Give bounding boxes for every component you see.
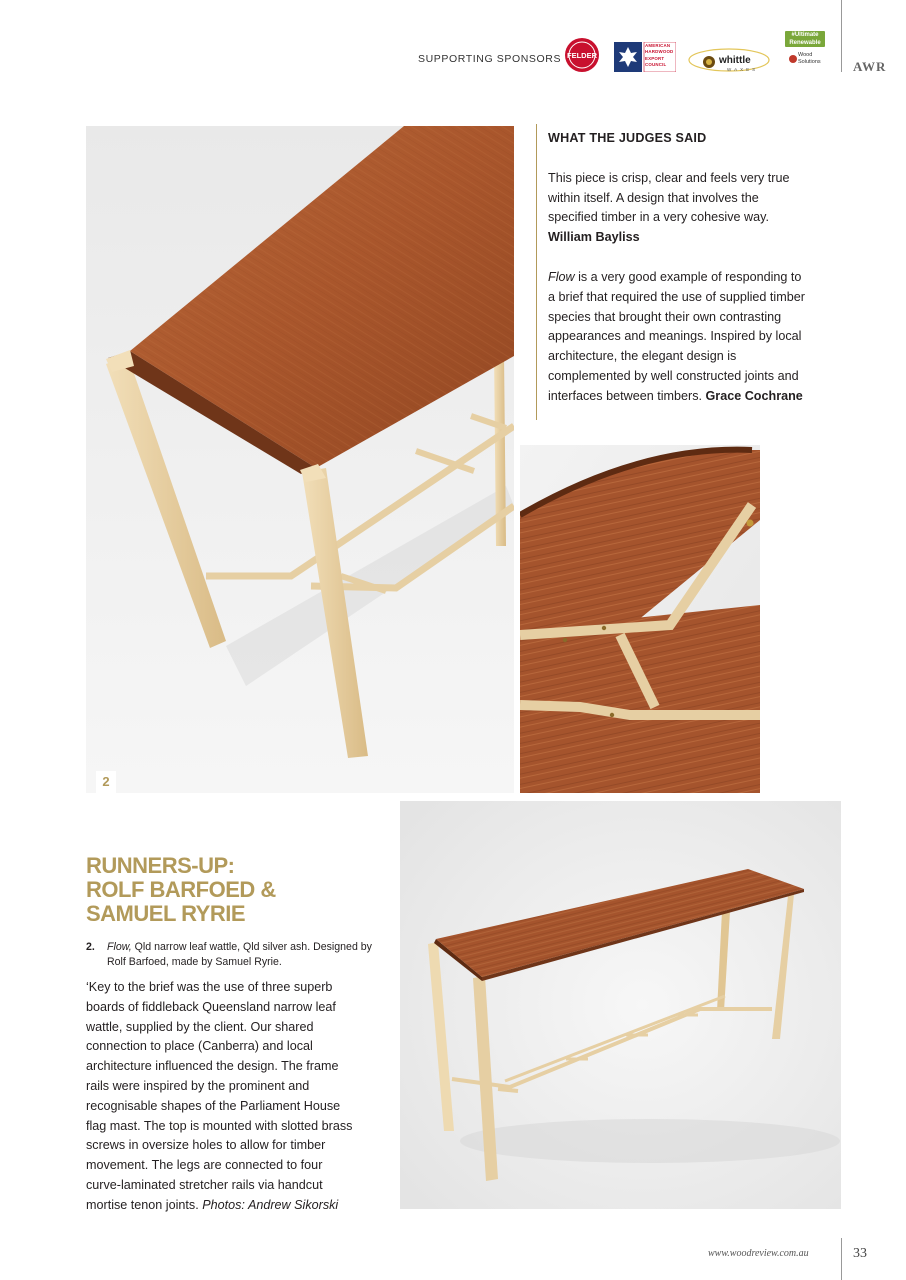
runners-up-title <box>86 854 386 926</box>
felder-logo[interactable] <box>564 37 600 73</box>
quote-2-text: is a very good example of responding to a brief that required the use of supplied timber species that brought their own contrasting appearances and meanings. Inspired by local architecture, the elegant design is complemented by well constructed joints and interfaces between timbers. <box>548 269 805 403</box>
main-table-illustration <box>86 126 514 793</box>
judges-section <box>548 129 808 427</box>
caption-body: Qld narrow leaf wattle, Qld silver ash. Designed by Rolf Barfoed, made by Samuel Ryrie. <box>107 941 372 968</box>
ultimate-renewable-logo[interactable] <box>784 30 826 72</box>
header-divider <box>841 0 842 72</box>
page-number: 33 <box>853 1246 867 1261</box>
ultimate-renewable-text: #Ultimate Renewable <box>789 32 821 46</box>
runners-up-body <box>86 978 358 1216</box>
side-view-illustration <box>400 801 841 1209</box>
ahec-logo-mark <box>614 42 676 72</box>
whittle-waxes-logo[interactable] <box>687 40 771 74</box>
underside-detail-photo <box>520 445 760 793</box>
ahec-logo[interactable] <box>614 42 676 72</box>
photo-caption <box>86 940 376 969</box>
ahec-logo-text: AMERICAN HARDWOOD EXPORT COUNCIL <box>645 43 674 68</box>
supporting-sponsors-label: SUPPORTING SPONSORS <box>418 53 562 65</box>
judges-quote-1 <box>548 169 808 248</box>
magazine-tag: AWR <box>853 59 887 74</box>
felder-logo-text: FELDER <box>567 51 597 60</box>
footer-url[interactable]: www.woodreview.com.au <box>708 1248 809 1259</box>
caption-text-wrap <box>107 940 376 969</box>
quote-1-author: William Bayliss <box>548 230 640 245</box>
title-line-2: ROLF BARFOED & <box>86 877 276 902</box>
wood-solutions-text: Wood Solutions <box>798 52 821 65</box>
side-view-photo <box>400 801 841 1209</box>
ultimate-renewable-mark <box>784 30 826 72</box>
main-table-photo <box>86 126 514 793</box>
felder-logo-mark <box>564 37 600 73</box>
quote-2-title: Flow <box>548 269 575 284</box>
photo-number-badge: 2 <box>96 771 116 793</box>
caption-title: Flow, <box>107 941 132 953</box>
title-line-3: SAMUEL RYRIE <box>86 901 246 926</box>
quote-2-author: Grace Cochrane <box>705 388 803 403</box>
underside-illustration <box>520 445 760 793</box>
whittle-logo-mark <box>687 40 771 74</box>
caption-number: 2. <box>86 941 95 953</box>
photo-credit: Photos: Andrew Sikorski <box>202 1197 339 1212</box>
footer-divider <box>841 1238 842 1280</box>
judges-heading: WHAT THE JUDGES SAID <box>548 131 707 145</box>
judges-quote-2 <box>548 268 808 407</box>
judges-rule <box>536 124 537 420</box>
whittle-logo-text: whittle <box>719 55 751 66</box>
quote-1-text: This piece is crisp, clear and feels very true within itself. A design that involves the specified timber in a very cohesive way. <box>548 170 790 225</box>
whittle-logo-subtext: WAXES <box>727 67 759 72</box>
title-line-1: RUNNERS-UP: <box>86 853 235 878</box>
body-paragraph: ‘Key to the brief was the use of three superb boards of fiddleback Queensland narrow leaf wattle, supplied by the client. Our shared connection to place (Canberra) and local architecture influenced the design. The frame rails were inspired by the prominent and recognisable shapes of the Parliament House flag mast. The top is mounted with slotted brass screws in oversize holes to allow for timber movement. The legs are connected to four curve-laminated stretcher rails via handcut mortise tenon joints. <box>86 980 353 1212</box>
